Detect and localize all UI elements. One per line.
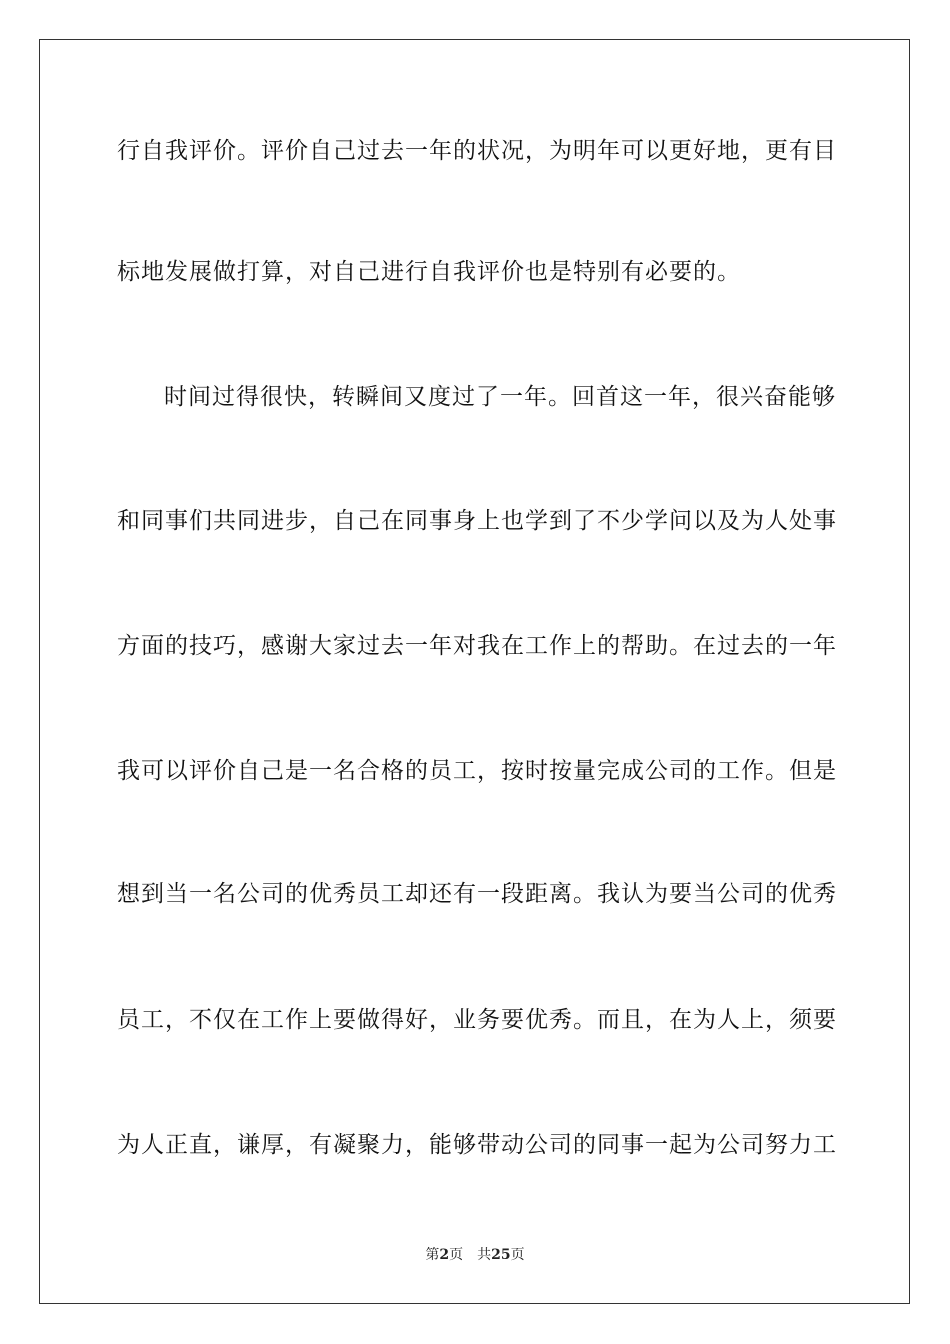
- text-line-4: 和同事们共同进步，自己在同事身上也学到了不少学问以及为人处事: [117, 508, 837, 534]
- page-suffix: 页: [449, 1247, 464, 1263]
- page-border: [39, 39, 910, 1304]
- page-number: 2: [439, 1247, 450, 1263]
- text-line-2: 标地发展做打算，对自己进行自我评价也是特别有必要的。: [117, 259, 741, 285]
- text-line-8: 员工，不仅在工作上要做得好，业务要优秀。而且，在为人上，须要: [117, 1007, 837, 1033]
- text-line-6: 我可以评价自己是一名合格的员工，按时按量完成公司的工作。但是: [117, 758, 837, 784]
- text-line-3: 时间过得很快，转瞬间又度过了一年。回首这一年，很兴奋能够: [164, 384, 836, 410]
- text-line-5: 方面的技巧，感谢大家过去一年对我在工作上的帮助。在过去的一年: [117, 633, 837, 659]
- text-line-1: 行自我评价。评价自己过去一年的状况，为明年可以更好地，更有目: [117, 138, 837, 164]
- total-suffix: 页: [510, 1247, 525, 1263]
- text-line-7: 想到当一名公司的优秀员工却还有一段距离。我认为要当公司的优秀: [117, 881, 837, 907]
- text-line-9: 为人正直，谦厚，有凝聚力，能够带动公司的同事一起为公司努力工: [117, 1132, 837, 1158]
- page-footer: [0, 1246, 950, 1264]
- page-prefix: 第: [425, 1247, 440, 1263]
- total-prefix: 共: [477, 1247, 492, 1263]
- total-pages: 25: [491, 1247, 511, 1263]
